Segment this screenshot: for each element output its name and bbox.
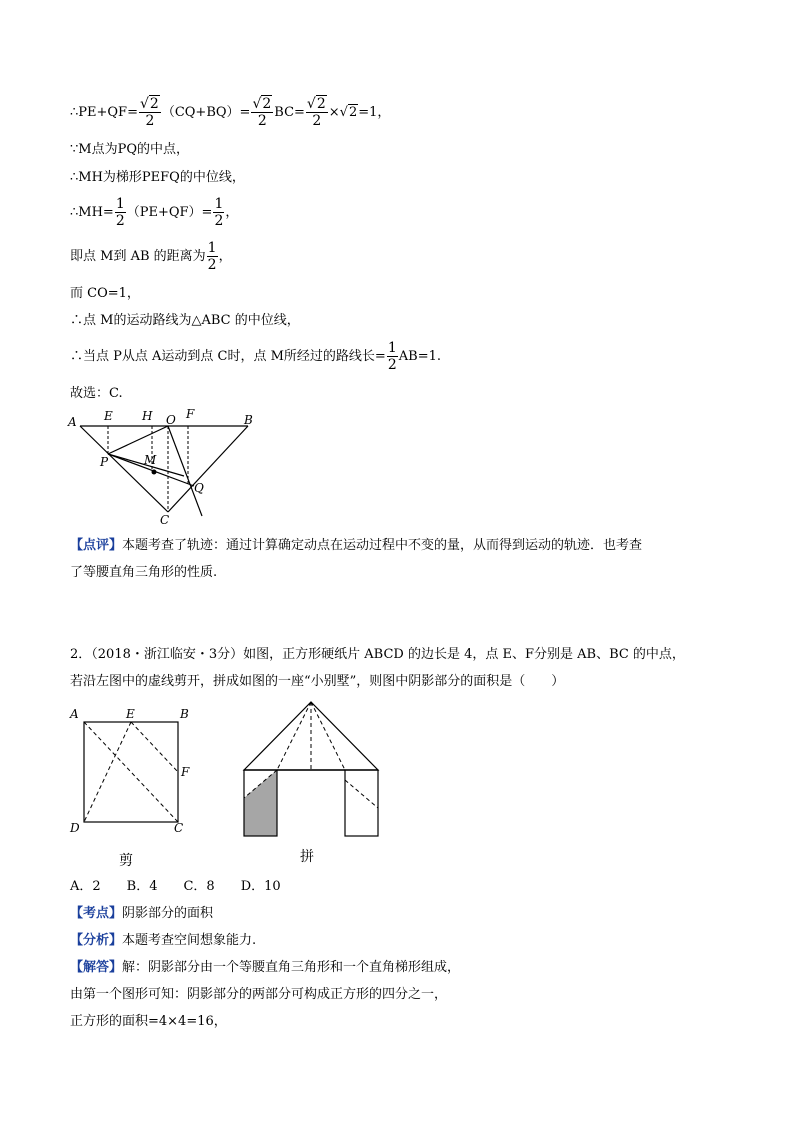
fraction <box>213 196 224 229</box>
radicand: 2 <box>348 105 358 120</box>
label-d: D <box>70 821 80 835</box>
point-m-dot <box>152 470 157 475</box>
text-segment: ， <box>218 249 232 264</box>
label-f: F <box>181 765 190 779</box>
radicand: 2 <box>316 96 326 112</box>
text-segment: ， <box>225 205 239 220</box>
numerator: 1 <box>207 240 217 256</box>
options-line: A．2 B．4 C．8 D．10 <box>70 879 281 894</box>
text-segment: 即点 M到 AB 的距离为 <box>70 249 206 264</box>
jieda-line <box>70 960 460 976</box>
segment-po <box>108 426 168 454</box>
comment-text: 本题考查了轨迹：通过计算确定动点在运动过程中不变的量，从而得到运动的轨迹．也考查 <box>122 538 643 553</box>
segment-bc <box>168 426 248 512</box>
problem2-line-1: 2．（2018・浙江临安・3分）如图，正方形硬纸片 ABCD 的边长是 4，点 E、F分别是 AB、BC 的中点， <box>70 647 685 662</box>
label-a: A <box>70 707 79 721</box>
dashed-roof-right <box>311 702 345 770</box>
dashed-roof-left <box>277 702 311 770</box>
label-c: C <box>160 513 170 527</box>
label-o: O <box>166 413 176 427</box>
label-f: F <box>186 407 195 421</box>
label-b: B <box>244 413 253 427</box>
jieda-text: 解：阴影部分由一个等腰直角三角形和一个直角梯形组成， <box>122 960 461 975</box>
line-oq-extended <box>168 426 202 516</box>
text-segment: ∴PE+QF= <box>70 105 138 120</box>
label-e: E <box>104 409 113 423</box>
label-p: P <box>100 455 109 469</box>
text-segment: ∴当点 P从点 A运动到点 C时，点 M所经过的路线长= <box>70 349 386 364</box>
right-pillar <box>345 770 378 836</box>
dashed-e-f <box>131 722 178 772</box>
fraction: $\frac{√2}{2}$ <box>139 96 159 129</box>
square-abcd <box>84 722 178 822</box>
solution-line-7: ∴点 M的运动路线为△ABC 的中位线， <box>70 313 300 328</box>
fraction: $\frac{√2}{2}$ <box>306 96 326 129</box>
fraction <box>115 196 126 229</box>
solution-line-1: ∴PE+QF= $\frac{√2}{2}$ （CQ+BQ）= $\frac{√2}{2}$ BC= $\frac{√2}{2}$ ×√2=1， <box>70 96 391 129</box>
label-c: C <box>174 821 184 835</box>
fenxi-tag: 【分析】 <box>70 933 123 948</box>
text-segment: （PE+QF）= <box>126 205 213 220</box>
fenxi-text: 本题考查空间想象能力. <box>122 933 257 948</box>
dashed-right-pillar <box>345 780 378 808</box>
denominator: 2 <box>387 357 397 373</box>
radicand: 2 <box>262 96 272 112</box>
solution-line-5 <box>70 240 232 273</box>
shaded-region <box>244 770 277 836</box>
numerator: 1 <box>387 340 397 356</box>
text-segment: ∴MH= <box>70 205 114 220</box>
label-m: M <box>144 453 157 467</box>
solution2-line-a: 由第一个图形可知：阴影部分的两部分可构成正方形的四分之一， <box>70 987 448 1002</box>
triangle-trajectory-figure <box>64 404 264 528</box>
house-figure <box>236 696 386 842</box>
denominator: 2 <box>145 113 155 129</box>
numerator: 1 <box>214 196 224 212</box>
comment-line-2: 了等腰直角三角形的性质. <box>70 565 218 580</box>
text-segment: =1， <box>358 105 391 120</box>
jieda-tag: 【解答】 <box>70 960 123 975</box>
solution-line-9: 故选：C. <box>70 386 123 401</box>
comment-line-1 <box>70 538 642 554</box>
text-segment: BC= <box>274 105 305 120</box>
denominator: 2 <box>214 213 224 229</box>
solution-line-4 <box>70 196 238 229</box>
solution-line-3: ∴MH为梯形PEFQ的中位线， <box>70 170 245 185</box>
label-q: Q <box>194 481 204 495</box>
fraction <box>207 240 218 273</box>
kaodian-tag: 【考点】 <box>70 906 123 921</box>
solution-line-2: ∵M点为PQ的中点， <box>70 142 189 157</box>
label-b: B <box>180 707 189 721</box>
fraction: $\frac{√2}{2}$ <box>252 96 272 129</box>
comment-tag: 【点评】 <box>70 538 123 553</box>
solution-line-6: 而 CO=1， <box>70 286 140 301</box>
denominator: 2 <box>312 113 322 129</box>
denominator: 2 <box>207 257 217 273</box>
fraction <box>387 340 398 373</box>
problem2-line-2: 若沿左图中的虚线剪开，拼成如图的一座“小别墅”，则图中阴影部分的面积是（ ） <box>70 674 565 689</box>
text-segment: AB=1. <box>398 349 441 364</box>
fenxi-line <box>70 933 256 949</box>
kaodian-line <box>70 906 213 922</box>
radicand: 2 <box>149 96 159 112</box>
segment-ac <box>80 426 168 512</box>
numerator: 1 <box>115 196 125 212</box>
solution2-line-b: 正方形的面积=4×4=16， <box>70 1014 227 1029</box>
text-segment: （CQ+BQ）= <box>161 105 251 120</box>
dashed-a-c <box>84 722 178 822</box>
square-cut-figure <box>66 704 206 838</box>
denominator: 2 <box>115 213 125 229</box>
solution-line-8 <box>70 340 441 373</box>
denominator: 2 <box>257 113 267 129</box>
caption-cut: 剪 <box>119 853 133 869</box>
caption-assemble: 拼 <box>300 849 314 865</box>
label-h: H <box>142 409 153 423</box>
text-segment: × <box>328 105 340 120</box>
dashed-e-d <box>84 722 131 822</box>
kaodian-text: 阴影部分的面积 <box>122 906 214 921</box>
label-a: A <box>68 415 77 429</box>
label-e: E <box>126 707 135 721</box>
